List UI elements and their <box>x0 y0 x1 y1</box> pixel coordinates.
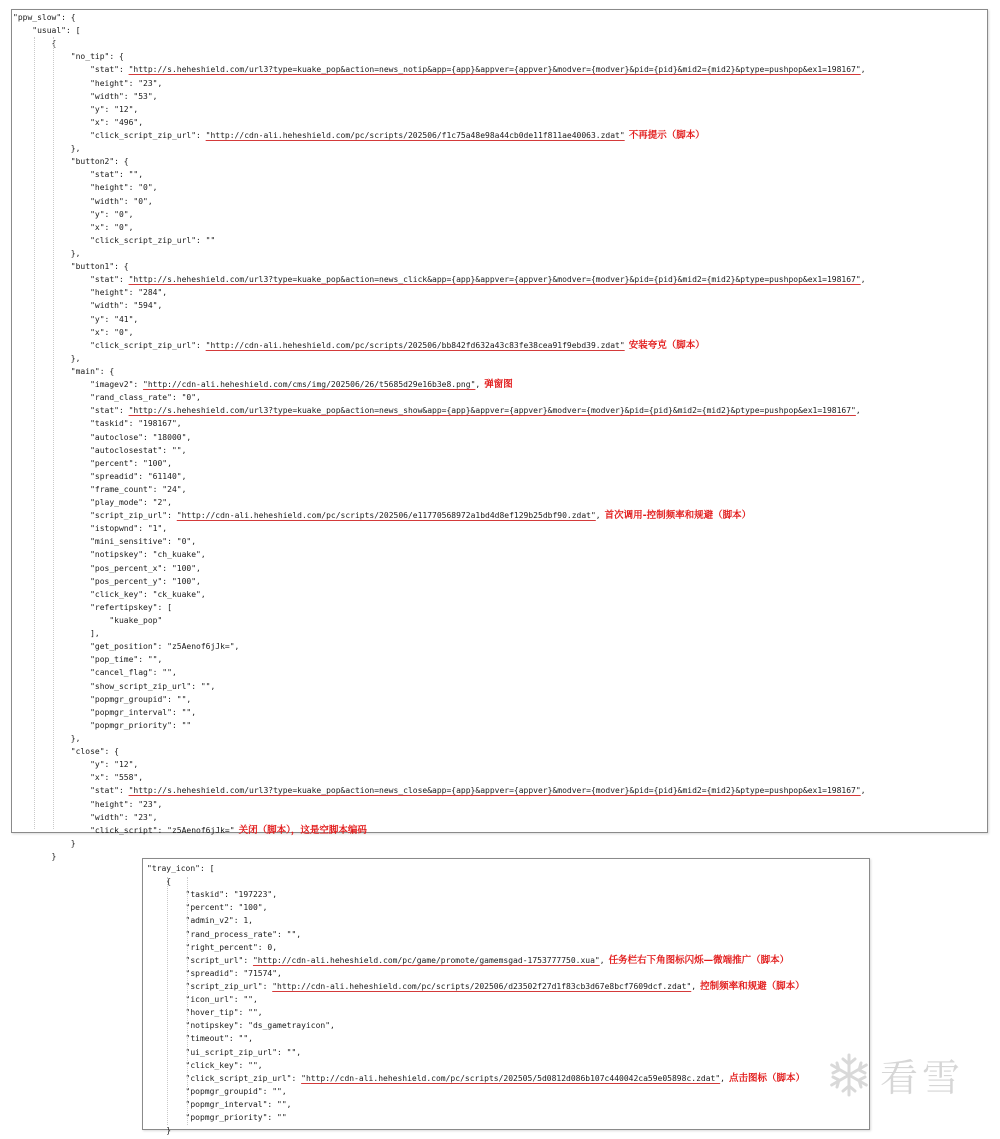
json-text: "popmgr_groupid": "", <box>147 1086 287 1096</box>
json-code-block <box>143 859 869 1137</box>
json-text: "taskid": "198167", <box>13 419 182 429</box>
json-text: "tray_icon": [ <box>147 864 215 873</box>
json-text: "y": "12", <box>13 104 139 114</box>
json-text: "notipskey": "ds_gametrayicon", <box>147 1021 335 1031</box>
code-line <box>147 1085 869 1098</box>
json-text: "kuake_pop" <box>13 616 163 626</box>
json-text: "click_script_zip_url": "" <box>13 235 216 245</box>
json-text: "x": "0", <box>13 327 134 337</box>
code-line <box>13 798 987 811</box>
json-code-block <box>12 10 987 863</box>
code-line <box>13 680 987 693</box>
code-line <box>13 666 987 679</box>
json-text: "y": "12", <box>13 760 139 770</box>
json-panel-tray-icon <box>142 858 870 1136</box>
code-line <box>13 378 987 391</box>
json-text: "percent": "100", <box>147 903 268 913</box>
json-text: "rand_process_rate": "", <box>147 929 302 939</box>
code-line <box>13 522 987 535</box>
code-line <box>147 980 869 993</box>
json-punctuation: , <box>475 380 481 390</box>
code-line <box>147 1111 869 1124</box>
json-text: "refertipskey": [ <box>13 602 172 612</box>
kanxue-watermark <box>826 1047 964 1102</box>
indent-guide <box>167 877 168 1125</box>
code-line <box>13 352 987 365</box>
code-line <box>147 862 869 875</box>
json-text: "spreadid": "61140", <box>13 471 187 481</box>
json-punctuation: , <box>860 65 866 75</box>
code-line <box>147 1046 869 1059</box>
code-line <box>13 575 987 588</box>
json-key: "stat": <box>13 275 129 285</box>
code-line <box>13 693 987 706</box>
code-line <box>13 483 987 496</box>
code-line <box>13 509 987 522</box>
code-line <box>13 614 987 627</box>
code-line <box>13 142 987 155</box>
json-text: }, <box>13 734 81 744</box>
json-text: } <box>13 838 76 848</box>
json-key: "script_zip_url": <box>13 511 177 521</box>
json-text: "ppw_slow": { <box>13 13 76 22</box>
code-line <box>13 155 987 168</box>
url-value[interactable]: "http://cdn-ali.heheshield.com/cms/img/202506/26/t5685d29e16b3e8.png" <box>143 380 476 390</box>
code-line <box>13 365 987 378</box>
url-value[interactable]: "http://s.heheshield.com/url3?type=kuake_pop&action=news_notip&app={app}&appver={appver}&modver={modver}&pid={pid}&mid2={mid2}&ptype=pushpop&ex1=198167" <box>128 65 861 75</box>
code-line <box>147 875 869 888</box>
code-line <box>13 286 987 299</box>
json-text: "admin_v2": 1, <box>147 916 253 926</box>
code-line <box>13 627 987 640</box>
code-line <box>13 63 987 76</box>
json-key: "click_script_zip_url": <box>13 130 206 140</box>
url-value[interactable]: "http://cdn-ali.heheshield.com/pc/scripts/202506/d23502f27d1f83cb3d67e8bcf7609dcf.zdat" <box>272 981 692 991</box>
json-text: "icon_url": "", <box>147 995 258 1005</box>
red-annotation: 安装夸克（脚本） <box>628 339 705 351</box>
json-text: "click_key": "ck_kuake", <box>13 589 206 599</box>
code-line <box>13 339 987 352</box>
json-text: "x": "558", <box>13 773 144 783</box>
json-punctuation: , <box>855 406 861 416</box>
red-annotation: 关闭（脚本），这是空脚本编码 <box>238 824 367 836</box>
json-key: "stat": <box>13 786 129 796</box>
code-line <box>147 928 869 941</box>
code-line <box>147 1072 869 1085</box>
url-value[interactable]: "http://s.heheshield.com/url3?type=kuake_pop&action=news_click&app={app}&appver={appver}&modver={modver}&pid={pid}&mid2={mid2}&ptype=pushpop&ex1=198167" <box>128 275 861 285</box>
code-line <box>147 914 869 927</box>
code-line <box>13 37 987 50</box>
code-line <box>147 1032 869 1045</box>
code-line <box>13 273 987 286</box>
json-text: "mini_sensitive": "0", <box>13 537 197 547</box>
red-annotation: 不再提示（脚本） <box>628 129 705 141</box>
url-value[interactable]: "http://cdn-ali.heheshield.com/pc/scripts/202506/e11770568972a1bd4d8ef129b25dbf90.zdat" <box>176 511 596 521</box>
json-text: "percent": "100", <box>13 458 172 468</box>
code-line <box>13 496 987 509</box>
json-text: "height": "0", <box>13 183 158 193</box>
json-punctuation: , <box>720 1073 725 1083</box>
json-text: }, <box>13 144 81 154</box>
json-text: "y": "0", <box>13 209 134 219</box>
json-key: "imagev2": <box>13 380 144 390</box>
json-text: "y": "41", <box>13 314 139 324</box>
json-text: "width": "0", <box>13 196 153 206</box>
code-line <box>13 181 987 194</box>
code-line <box>13 417 987 430</box>
json-text: "main": { <box>13 366 115 376</box>
code-line <box>13 771 987 784</box>
url-value[interactable]: "http://cdn-ali.heheshield.com/pc/scripts/202506/bb842fd632a43c83fe38cea91f9ebd39.zdat" <box>205 340 625 350</box>
code-line <box>13 784 987 797</box>
url-value[interactable]: "http://cdn-ali.heheshield.com/pc/game/promote/gamemsgad-1753777750.xua" <box>252 955 600 965</box>
code-line <box>13 601 987 614</box>
code-line <box>13 168 987 181</box>
json-text: } <box>147 1126 172 1136</box>
code-line <box>13 24 987 37</box>
code-line <box>13 444 987 457</box>
code-line <box>13 221 987 234</box>
code-line <box>13 195 987 208</box>
indent-guide <box>187 877 188 1125</box>
code-line <box>147 1098 869 1111</box>
json-text: ], <box>13 629 100 639</box>
json-text: "width": "53", <box>13 91 158 101</box>
json-key: "stat": <box>13 65 129 75</box>
code-line <box>13 299 987 312</box>
red-annotation: 点击图标（脚本） <box>728 1072 805 1084</box>
code-line <box>13 640 987 653</box>
json-text: "width": "23", <box>13 812 158 822</box>
code-line <box>13 431 987 444</box>
json-text: "stat": "", <box>13 170 144 180</box>
json-text: "notipskey": "ch_kuake", <box>13 550 206 560</box>
snowflake-icon <box>826 1052 872 1098</box>
json-text: "cancel_flag": "", <box>13 668 177 678</box>
code-line <box>13 129 987 142</box>
json-text: "ui_script_zip_url": "", <box>147 1047 302 1057</box>
code-line <box>13 535 987 548</box>
code-line <box>13 470 987 483</box>
url-value[interactable]: "http://cdn-ali.heheshield.com/pc/scripts/202505/5d0812d086b107c440042ca59e05898c.zdat" <box>301 1073 721 1083</box>
json-text: "show_script_zip_url": "", <box>13 681 216 691</box>
json-panel-ppw-slow <box>11 9 988 861</box>
json-text: "height": "23", <box>13 78 163 88</box>
code-line <box>147 901 869 914</box>
code-line <box>147 1006 869 1019</box>
code-line <box>13 837 987 850</box>
code-line <box>13 326 987 339</box>
json-text: "popmgr_interval": "", <box>147 1099 292 1109</box>
json-text: "frame_count": "24", <box>13 484 187 494</box>
json-punctuation: , <box>599 955 605 965</box>
code-line <box>13 719 987 732</box>
json-text: "pos_percent_x": "100", <box>13 563 201 573</box>
code-line <box>13 11 987 24</box>
json-key: "click_script_zip_url": <box>13 340 206 350</box>
json-key: "script_zip_url": <box>147 981 273 991</box>
json-text: "button1": { <box>13 262 129 272</box>
json-text: "autoclosestat": "", <box>13 445 187 455</box>
json-text: "pop_time": "", <box>13 655 163 665</box>
json-text: "no_tip": { <box>13 52 124 62</box>
watermark-text: 看雪 <box>879 1056 964 1100</box>
json-text: "autoclose": "18000", <box>13 432 192 442</box>
json-text: "popmgr_priority": "" <box>13 720 192 730</box>
code-line <box>13 404 987 417</box>
json-key: "stat": <box>13 406 129 416</box>
code-line <box>147 954 869 967</box>
json-text: "istopwnd": "1", <box>13 524 168 534</box>
code-line <box>147 888 869 901</box>
json-text: "get_position": "z5Aenof6jJk=", <box>13 642 240 652</box>
json-text: "taskid": "197223", <box>147 890 278 900</box>
url-value[interactable]: "http://s.heheshield.com/url3?type=kuake_pop&action=news_close&app={app}&appver={appver}&modver={modver}&pid={pid}&mid2={mid2}&ptype=pushpop&ex1=198167" <box>128 786 861 796</box>
code-line <box>13 247 987 260</box>
json-text: "rand_class_rate": "0", <box>13 393 201 403</box>
json-text: "width": "594", <box>13 301 163 311</box>
code-line <box>13 824 987 837</box>
json-text: "pos_percent_y": "100", <box>13 576 201 586</box>
red-annotation: 控制频率和规避（脚本） <box>700 980 805 992</box>
code-line <box>13 811 987 824</box>
json-text: "height": "284", <box>13 288 168 298</box>
code-line <box>13 103 987 116</box>
code-line <box>13 732 987 745</box>
indent-guide <box>53 37 54 829</box>
code-line <box>147 1124 869 1137</box>
json-text: "spreadid": "71574", <box>147 968 282 978</box>
red-annotation: 首次调用-控制频率和规避（脚本） <box>604 510 752 522</box>
json-text: { <box>13 39 57 49</box>
json-text: "close": { <box>13 747 119 757</box>
code-line <box>13 313 987 326</box>
code-line <box>147 967 869 980</box>
code-line <box>13 50 987 63</box>
json-text: }, <box>13 248 81 258</box>
json-text: } <box>13 852 57 861</box>
code-line <box>13 745 987 758</box>
code-line <box>147 1059 869 1072</box>
code-line <box>147 941 869 954</box>
json-text: "hover_tip": "", <box>147 1008 263 1018</box>
code-line <box>13 391 987 404</box>
json-punctuation: , <box>860 275 866 285</box>
url-value[interactable]: "http://cdn-ali.heheshield.com/pc/scripts/202506/f1c75a48e98a44cb0de11f811ae40063.zdat" <box>205 130 625 140</box>
json-text: }, <box>13 353 81 363</box>
code-line <box>13 90 987 103</box>
code-line <box>13 758 987 771</box>
json-text: "right_percent": 0, <box>147 942 278 952</box>
code-line <box>13 588 987 601</box>
code-line <box>13 562 987 575</box>
code-line <box>13 706 987 719</box>
json-text: "click_script": "z5Aenof6jJk=" <box>13 825 235 835</box>
code-line <box>147 993 869 1006</box>
code-line <box>13 208 987 221</box>
code-line <box>13 77 987 90</box>
json-text: "x": "0", <box>13 222 134 232</box>
code-line <box>147 1019 869 1032</box>
json-text: "popmgr_interval": "", <box>13 707 197 717</box>
json-punctuation: , <box>595 511 601 521</box>
code-line <box>13 457 987 470</box>
json-key: "script_url": <box>147 955 253 965</box>
json-text: "usual": [ <box>13 26 81 36</box>
json-text: "height": "23", <box>13 799 163 809</box>
json-text: { <box>147 877 172 887</box>
url-value[interactable]: "http://s.heheshield.com/url3?type=kuake_pop&action=news_show&app={app}&appver={appver}&modver={modver}&pid={pid}&mid2={mid2}&ptype=pushpop&ex1=198167" <box>128 406 856 416</box>
json-text: "timeout": "", <box>147 1034 253 1044</box>
json-text: "button2": { <box>13 157 129 167</box>
red-annotation: 任务栏右下角图标闪烁—微端推广（脚本） <box>608 954 790 966</box>
code-line <box>13 653 987 666</box>
json-text: "play_mode": "2", <box>13 498 172 508</box>
code-line <box>13 260 987 273</box>
code-line <box>13 234 987 247</box>
json-key: "click_script_zip_url": <box>147 1073 302 1083</box>
code-line <box>13 548 987 561</box>
json-text: "popmgr_priority": "" <box>147 1113 287 1123</box>
json-punctuation: , <box>691 981 697 991</box>
json-text: "click_key": "", <box>147 1060 263 1070</box>
json-punctuation: , <box>860 786 866 796</box>
json-text: "popmgr_groupid": "", <box>13 694 192 704</box>
red-annotation: 弹窗图 <box>484 379 513 391</box>
code-line <box>13 116 987 129</box>
json-text: "x": "496", <box>13 117 144 127</box>
indent-guide <box>34 37 35 829</box>
